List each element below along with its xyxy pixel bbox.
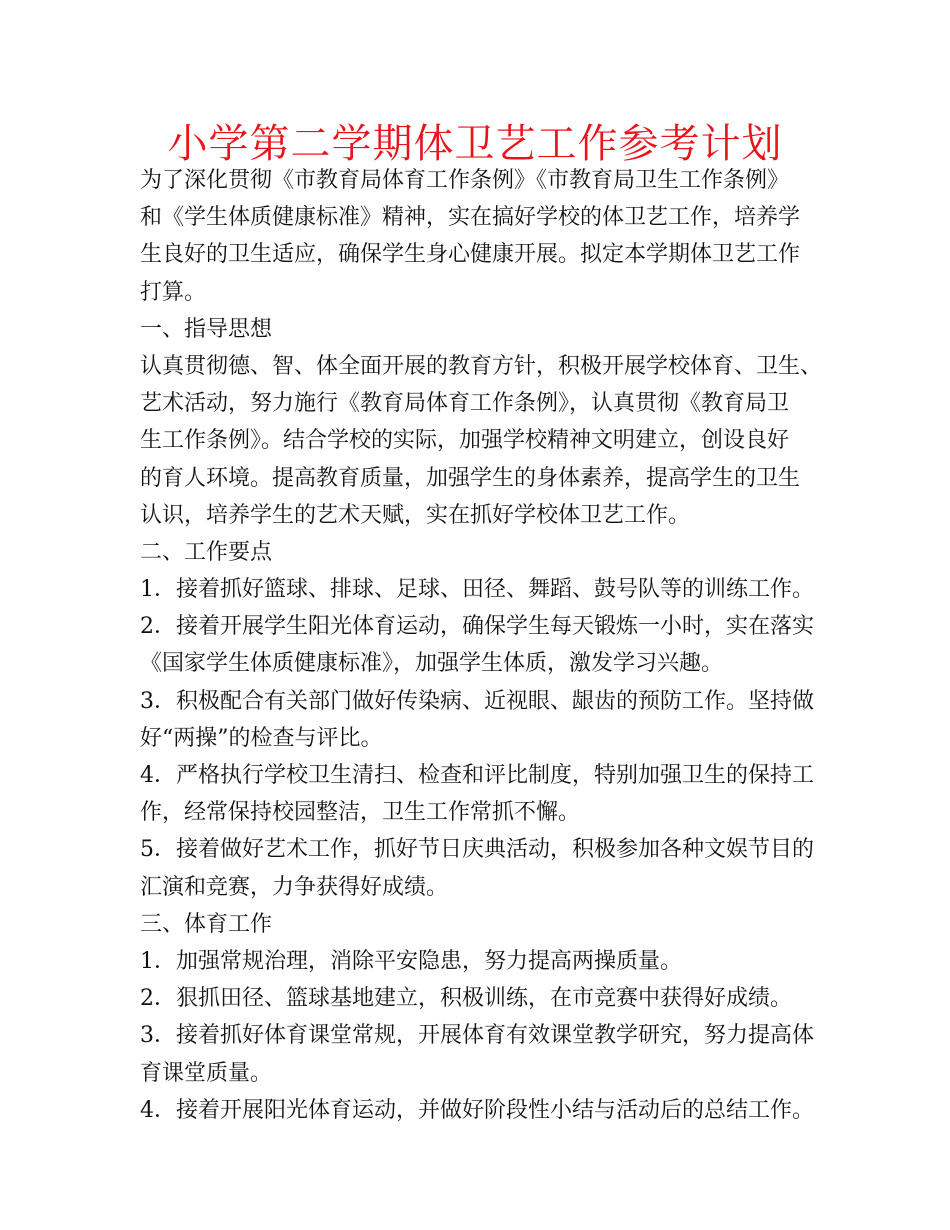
document-line: 3．接着抓好体育课堂常规，开展体育有效课堂教学研究，努力提高体 xyxy=(140,1023,814,1049)
document-line: 二、工作要点 xyxy=(140,539,273,565)
document-line: 2．接着开展学生阳光体育运动，确保学生每天锻炼一小时，实在落实 xyxy=(140,614,814,640)
document-line: 1．加强常规治理，消除平安隐患，努力提高两操质量。 xyxy=(140,948,682,974)
document-line: 2．狠抓田径、篮球基地建立，积极训练，在市竞赛中获得好成绩。 xyxy=(140,986,792,1012)
document-line: 汇演和竞赛，力争获得好成绩。 xyxy=(140,874,449,900)
document-line: 3．积极配合有关部门做好传染病、近视眼、龈齿的预防工作。坚持做 xyxy=(140,688,814,714)
document-line: 一、指导思想 xyxy=(140,316,273,342)
document-line: 和《学生体质健康标准》精神，实在搞好学校的体卫艺工作，培养学 xyxy=(140,205,801,231)
document-line: 生工作条例》。结合学校的实际，加强学校精神文明建立，创设良好 xyxy=(140,428,790,454)
document-line: 认识，培养学生的艺术天赋，实在抓好学校体卫艺工作。 xyxy=(140,502,691,528)
document-line: 三、体育工作 xyxy=(140,911,273,937)
document-line: 4．严格执行学校卫生清扫、检查和评比制度，特别加强卫生的保持工 xyxy=(140,763,814,788)
document-line: 4．接着开展阳光体育运动，并做好阶段性小结与活动后的总结工作。 xyxy=(140,1097,814,1123)
document-line: 5．接着做好艺术工作，抓好节日庆典活动，积极参加各种文娱节目的 xyxy=(140,837,814,863)
document-line: 好“两操”的检查与评比。 xyxy=(140,725,383,751)
document-line: 《国家学生体质健康标准》，加强学生体质，激发学习兴趣。 xyxy=(140,651,724,677)
document-line: 为了深化贯彻《市教育局体育工作条例》《市教育局卫生工作条例》 xyxy=(140,168,790,193)
document-body xyxy=(140,162,830,1129)
document-line: 的育人环境。提高教育质量，加强学生的身体素养，提高学生的卫生 xyxy=(140,465,801,491)
document-line: 生良好的卫生适应，确保学生身心健康开展。拟定本学期体卫艺工作 xyxy=(140,242,801,268)
document-line: 艺术活动，努力施行《教育局体育工作条例》，认真贯彻《教育局卫 xyxy=(140,391,790,417)
document-line: 认真贯彻德、智、体全面开展的教育方针，积极开展学校体育、卫生、 xyxy=(140,353,823,379)
document-title: 小学第二学期体卫艺工作参考计划 xyxy=(167,121,783,167)
document-line: 作，经常保持校园整洁，卫生工作常抓不懈。 xyxy=(140,800,581,826)
document-line: 育课堂质量。 xyxy=(140,1060,273,1086)
document-line: 打算。 xyxy=(140,279,207,305)
document-line: 1．接着抓好篮球、排球、足球、田径、舞蹈、鼓号队等的训练工作。 xyxy=(140,577,814,603)
